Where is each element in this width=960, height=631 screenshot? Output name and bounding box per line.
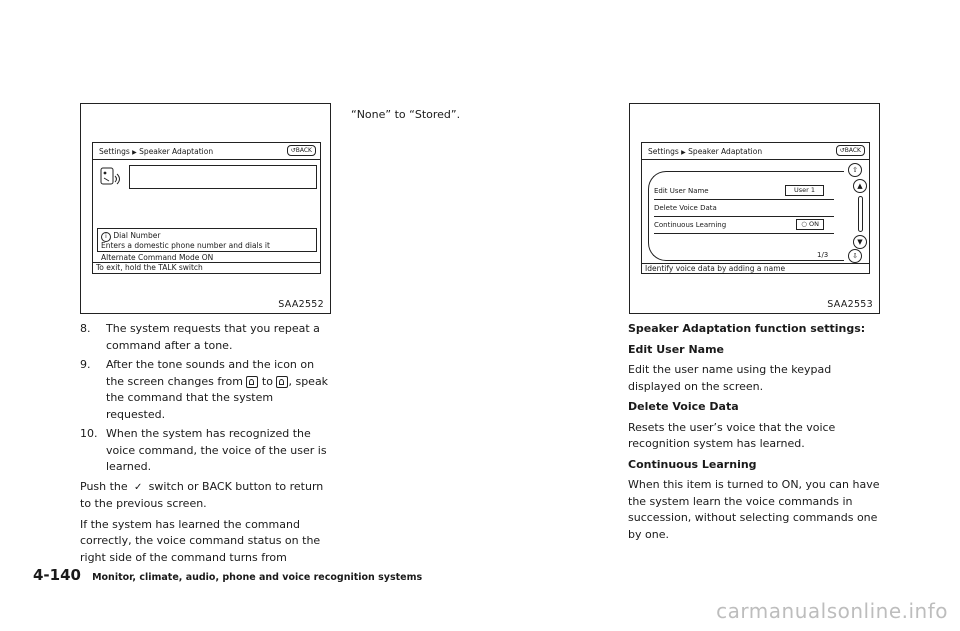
footer-hint: Identify voice data by adding a name xyxy=(645,264,786,273)
back-button[interactable]: ↺BACK xyxy=(287,145,316,156)
divider xyxy=(642,159,869,160)
speech-icon xyxy=(100,167,122,189)
para-edit-user-name: Edit the user name using the keypad displayed on the screen. xyxy=(628,363,832,393)
voice-screen-1 xyxy=(92,142,321,274)
page-footer xyxy=(33,565,422,584)
scroll-up-button[interactable]: ▲ xyxy=(853,179,867,193)
learned-text: If the system has learned the command correctly, the voice command status on the right side of the command turns from xyxy=(80,517,321,564)
menu-item-edit-user-name[interactable]: Edit User Name User 1 xyxy=(654,187,834,200)
figure-caption: SAA2553 xyxy=(827,299,873,310)
indicator-circle-icon: ○ xyxy=(801,220,807,228)
subheading-continuous-learning: Continuous Learning xyxy=(628,457,757,471)
menu-item-delete-voice-data[interactable]: Delete Voice Data xyxy=(654,204,834,217)
step-9: 9. After the tone sounds and the icon on the screen changes from to , speak the command that the system requested. xyxy=(80,358,329,421)
speaker-adaptation-screen xyxy=(641,142,870,274)
figure-saa2552 xyxy=(80,103,331,314)
info-icon: i xyxy=(101,232,111,242)
step-10: 10. When the system has recognized the voice command, the voice of the user is learned. xyxy=(80,427,327,473)
subheading-delete-voice-data: Delete Voice Data xyxy=(628,400,739,413)
screen-title: Settings ▶ Speaker Adaptation xyxy=(99,147,214,156)
divider xyxy=(93,159,320,160)
speech-ready-icon xyxy=(246,376,258,388)
screen-title: Settings ▶ Speaker Adaptation xyxy=(648,147,763,156)
back-arrow-icon: ↺ xyxy=(290,147,296,154)
breadcrumb-arrow-icon: ▶ xyxy=(681,149,686,156)
subheading-edit-user-name: Edit User Name xyxy=(628,342,724,356)
speech-active-icon xyxy=(276,376,288,388)
scroll-down-button[interactable]: ▼ xyxy=(853,235,867,249)
hint-title: Dial Number xyxy=(113,231,161,240)
column-1-text xyxy=(80,321,333,570)
exit-hint: To exit, hold the TALK switch xyxy=(96,263,203,272)
back-button[interactable]: ↺BACK xyxy=(836,145,865,156)
menu-item-continuous-learning[interactable]: Continuous Learning ○ ON xyxy=(654,221,834,234)
column-2-text xyxy=(351,107,604,128)
para-continuous-learning: When this item is turned to ON, you can have the system learn the voice commands in succession, without selecting commands one by one. xyxy=(628,478,880,541)
continued-text: “None” to “Stored”. xyxy=(351,108,461,121)
push-instruction: Push the ✓ switch or BACK button to return to the previous screen. xyxy=(80,479,324,510)
hint-desc: Enters a domestic phone number and dials it xyxy=(101,241,270,250)
hint-box xyxy=(97,228,317,252)
breadcrumb-arrow-icon: ▶ xyxy=(132,149,137,156)
section-heading: Speaker Adaptation function settings: xyxy=(628,322,866,335)
figure-saa2553 xyxy=(629,103,880,314)
column-3-text xyxy=(628,321,881,547)
step-8: 8. The system requests that you repeat a command after a tone. xyxy=(80,322,320,352)
back-arrow-icon: ↺ xyxy=(839,147,845,154)
figure-caption: SAA2552 xyxy=(278,299,324,310)
recognition-text-box xyxy=(129,165,317,189)
page-number: 4-140 xyxy=(33,566,81,584)
scroll-up-top-button[interactable]: ⇧ xyxy=(848,163,862,177)
on-toggle[interactable]: ○ ON xyxy=(796,219,824,230)
alt-command-mode: Alternate Command Mode ON xyxy=(101,253,214,262)
page-indicator: 1/3 xyxy=(817,251,829,259)
scrollbar[interactable] xyxy=(858,196,863,232)
watermark: carmanualsonline.info xyxy=(716,599,948,623)
para-delete-voice-data: Resets the user’s voice that the voice recognition system has learned. xyxy=(628,420,836,450)
scroll-down-bottom-button[interactable]: ⇩ xyxy=(848,249,862,263)
section-title: Monitor, climate, audio, phone and voice recognition systems xyxy=(92,572,423,583)
talk-switch-icon: ✓ xyxy=(133,481,143,493)
user-name-value: User 1 xyxy=(785,185,824,196)
